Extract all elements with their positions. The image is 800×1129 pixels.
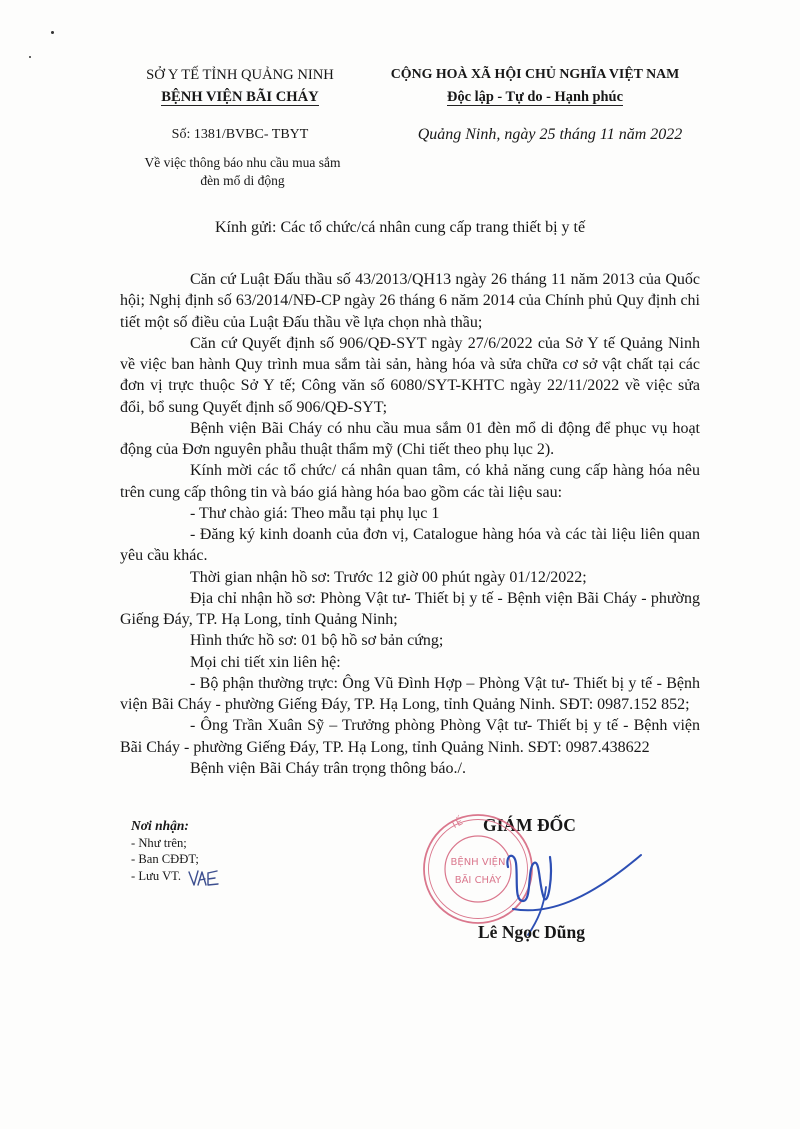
national-title: CỘNG HOÀ XÃ HỘI CHỦ NGHĨA VIỆT NAM [390, 67, 680, 82]
addressee: Kính gửi: Các tổ chức/cá nhân cung cấp trang thiết bị y tế [214, 219, 586, 236]
paragraph-contact-2: - Ông Trần Xuân Sỹ – Trưởng phòng Phòng Vật tư- Thiết bị y tế - Bệnh viện Bãi Cháy - phường Giếng Đáy, TP. Hạ Long, tỉnh Quảng Ninh. SĐT: 0987.438622 [120, 717, 700, 756]
paragraph-format: Hình thức hồ sơ: 01 bộ hồ sơ bản cứng; [190, 632, 444, 650]
handwritten-initials [186, 866, 222, 890]
paragraph-contact-intro: Mọi chi tiết xin liên hệ: [190, 653, 341, 671]
official-stamp [415, 805, 665, 940]
recipient-item: - Lưu VT. [131, 869, 182, 884]
paragraph-address: Địa chỉ nhận hồ sơ: Phòng Vật tư- Thiết bị y tế - Bệnh viện Bãi Cháy - phường Giếng Đáy, TP. Hạ Long, tỉnh Quảng Ninh; [120, 589, 700, 628]
recipients-title: Nơi nhận: [131, 818, 189, 833]
place-and-date: Quảng Ninh, ngày 25 tháng 11 năm 2022 [417, 126, 683, 143]
subject-line-2: đèn mổ di động [200, 173, 285, 188]
recipient-item: - Ban CĐĐT; [131, 852, 199, 867]
paragraph-invitation: Kính mời các tổ chức/ cá nhân quan tâm, có khả năng cung cấp hàng hóa nêu trên cung cấp thông tin và báo giá hàng hóa bao gồm các tài liệu sau: [120, 462, 700, 501]
paragraph-closing: Bệnh viện Bãi Cháy trân trọng thông báo./. [190, 759, 466, 777]
document-number: Số: 1381/BVBC- TBYT [171, 127, 309, 142]
subject-line-1: Về việc thông báo nhu cầu mua sắm [144, 155, 341, 170]
hospital-name-line [120, 88, 360, 106]
stamp-inner-ring [429, 820, 528, 919]
scan-speck [29, 56, 31, 58]
stamp-ring-text: TẾ [449, 816, 465, 832]
paragraph-purchase-need: Bệnh viện Bãi Cháy có nhu cầu mua sắm 01 đèn mổ di động để phục vụ hoạt động của Đơn nguyên phẫu thuật thẩm mỹ (Chi tiết theo phụ lục 2). [120, 419, 700, 458]
paragraph-legal-basis-2: Căn cứ Quyết định số 906/QĐ-SYT ngày 27/6/2022 của Sở Y tế Quảng Ninh về việc ban hành Quy trình mua sắm tài sản, hàng hóa và sửa chữa cơ sở vật chất tại các đơn vị trực thuộc Sở Y tế; Công văn số 6080/SYT-KHTC ngày 22/11/2022 về việc sửa đổi, bổ sung Quyết định số 906/QĐ-SYT; [120, 334, 700, 416]
issuing-agency: SỞ Y TẾ TỈNH QUẢNG NINH [146, 67, 334, 83]
paragraph-item-documents: - Đăng ký kinh doanh của đơn vị, Catalogue hàng hóa và các tài liệu liên quan yêu cầu khác. [120, 526, 700, 565]
scan-speck [51, 31, 54, 34]
national-motto: Độc lập - Tự do - Hạnh phúc [447, 89, 623, 105]
signer-title: GIÁM ĐỐC [483, 815, 576, 835]
paragraph-deadline: Thời gian nhận hồ sơ: Trước 12 giờ 00 phút ngày 01/12/2022; [190, 568, 587, 586]
paragraph-contact-1: - Bộ phận thường trực: Ông Vũ Đình Hợp – Phòng Vật tư- Thiết bị y tế - Bệnh viện Bãi Cháy - phường Giếng Đáy, TP. Hạ Long, tỉnh Quảng Ninh. SĐT: 0987.152 852; [120, 674, 700, 713]
signer-name: Lê Ngọc Dũng [478, 922, 585, 942]
document-body [120, 269, 700, 779]
national-motto-line [385, 88, 685, 106]
stamp-center-ring [445, 836, 511, 902]
stamp-line-2: BÃI CHÁY [454, 875, 502, 886]
recipient-item: - Như trên; [131, 835, 187, 850]
hospital-name: BỆNH VIỆN BÃI CHÁY [161, 89, 319, 105]
paragraph-item-quotation: - Thư chào giá: Theo mẫu tại phụ lục 1 [190, 504, 440, 522]
stamp-line-1: BỆNH VIỆN [450, 857, 506, 868]
paragraph-legal-basis-1: Căn cứ Luật Đấu thầu số 43/2013/QH13 ngày 26 tháng 11 năm 2013 của Quốc hội; Nghị định số 63/2014/NĐ-CP ngày 26 tháng 6 năm 2014 của Chính phủ Quy định chi tiết một số điều của Luật Đấu thầu về lựa chọn nhà thầu; [120, 271, 700, 331]
